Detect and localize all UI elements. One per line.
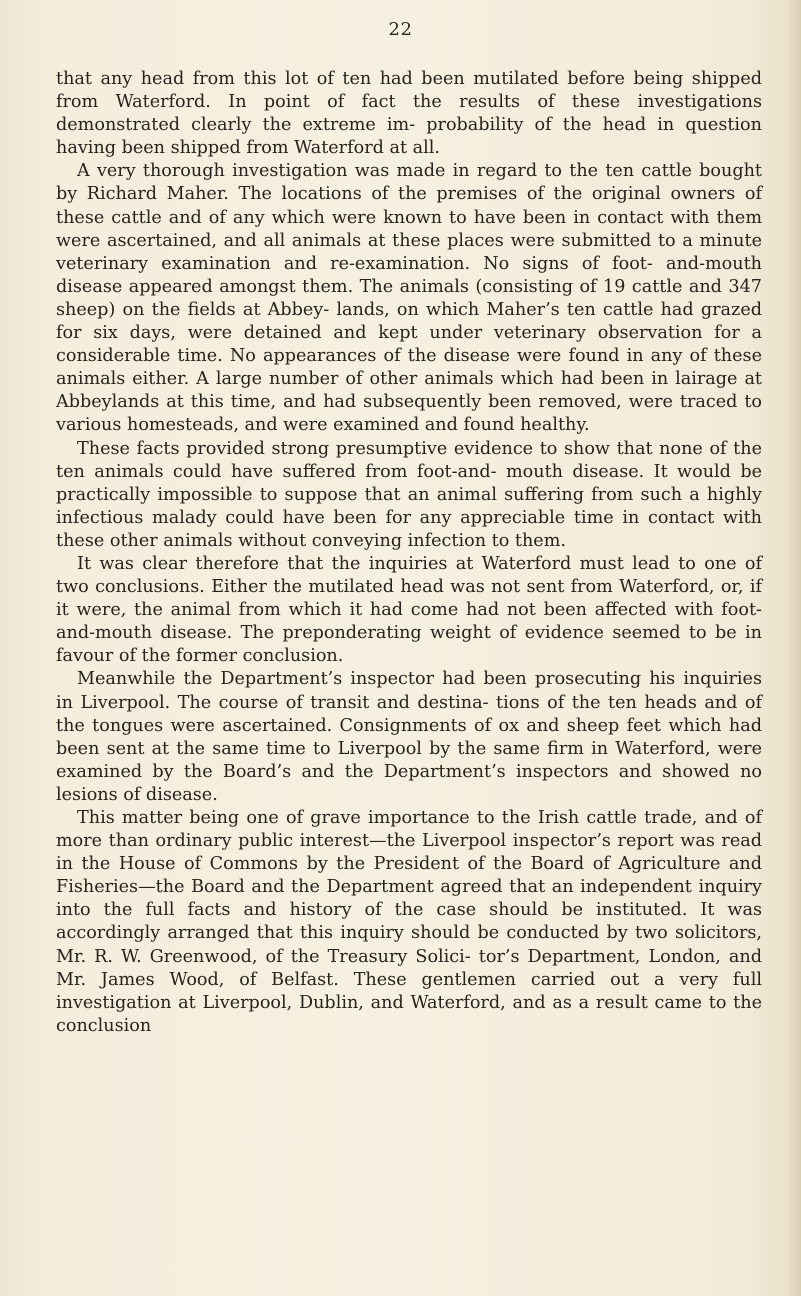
paragraph: This matter being one of grave importance to the Irish cattle trade, and of more than ordinary public interest—the Liverpool inspector’s report was read in the House of Commons by the President of the Board of Agriculture and Fisheries—the Board and the Department agreed that an independent inquiry into the full facts and history of the case should be instituted. It was accordingly arranged that this inquiry should be conducted by two solicitors, Mr. R. W. Greenwood, of the Treasury Solici- tor’s Department, London, and Mr. James Wood, of Belfast. These gentlemen carried out a very full investigation at Liverpool, Dublin, and Waterford, and as a result came to the conclusion bbox=[56, 808, 762, 1036]
paragraph: It was clear therefore that the inquiries at Waterford must lead to one of two conclusions. Either the mutilated head was not sent from Waterford, or, if it were, the animal from which it had come had not been affected with foot-and-mouth disease. The preponderating weight of evidence seemed to be in favour of the former conclusion. bbox=[56, 553, 762, 667]
page-edge-shadow bbox=[787, 0, 801, 1296]
paragraph: These facts provided strong presumptive evidence to show that none of the ten animals could have suffered from foot-and- mouth disease. It would be practically impossible to suppose that an animal suffering from such a highly infectious malady could have been for any appreciable time in contact with these other animals without conveying infection to them. bbox=[56, 438, 762, 551]
paragraph: A very thorough investigation was made in regard to the ten cattle bought by Richard Maher. The locations of the premises of the original owners of these cattle and of any which were known to have been in contact with them were ascertained, and all animals at these places were submitted to a minute veterinary examination and re-examination. No signs of foot- and-mouth disease appeared amongst them. The animals (consisting of 19 cattle and 347 sheep) on the fields at Abbey- lands, on which Maher’s ten cattle had grazed for six days, were detained and kept under veterinary observation for a considerable time. No appearances of the disease were found in any of these animals either. A large number of other animals which had been in lairage at Abbeylands at this time, and had subsequently been removed, were traced to various homesteads, and were examined and found healthy. bbox=[56, 161, 762, 436]
body-text bbox=[56, 68, 762, 1038]
paragraph: that any head from this lot of ten had been mutilated before being shipped from Waterford. In point of fact the results of these investigations demonstrated clearly the extreme im- probability of the head in question having been shipped from Waterford at all. bbox=[56, 69, 762, 159]
page-number: 22 bbox=[388, 19, 413, 40]
paragraph: Meanwhile the Department’s inspector had been prosecuting his inquiries in Liverpool. The course of transit and destina- tions of the ten heads and of the tongues were ascertained. Consignments of ox and sheep feet which had been sent at the same time to Liverpool by the same firm in Waterford, were examined by the Board’s and the Department’s inspectors and showed no lesions of disease. bbox=[56, 669, 762, 805]
